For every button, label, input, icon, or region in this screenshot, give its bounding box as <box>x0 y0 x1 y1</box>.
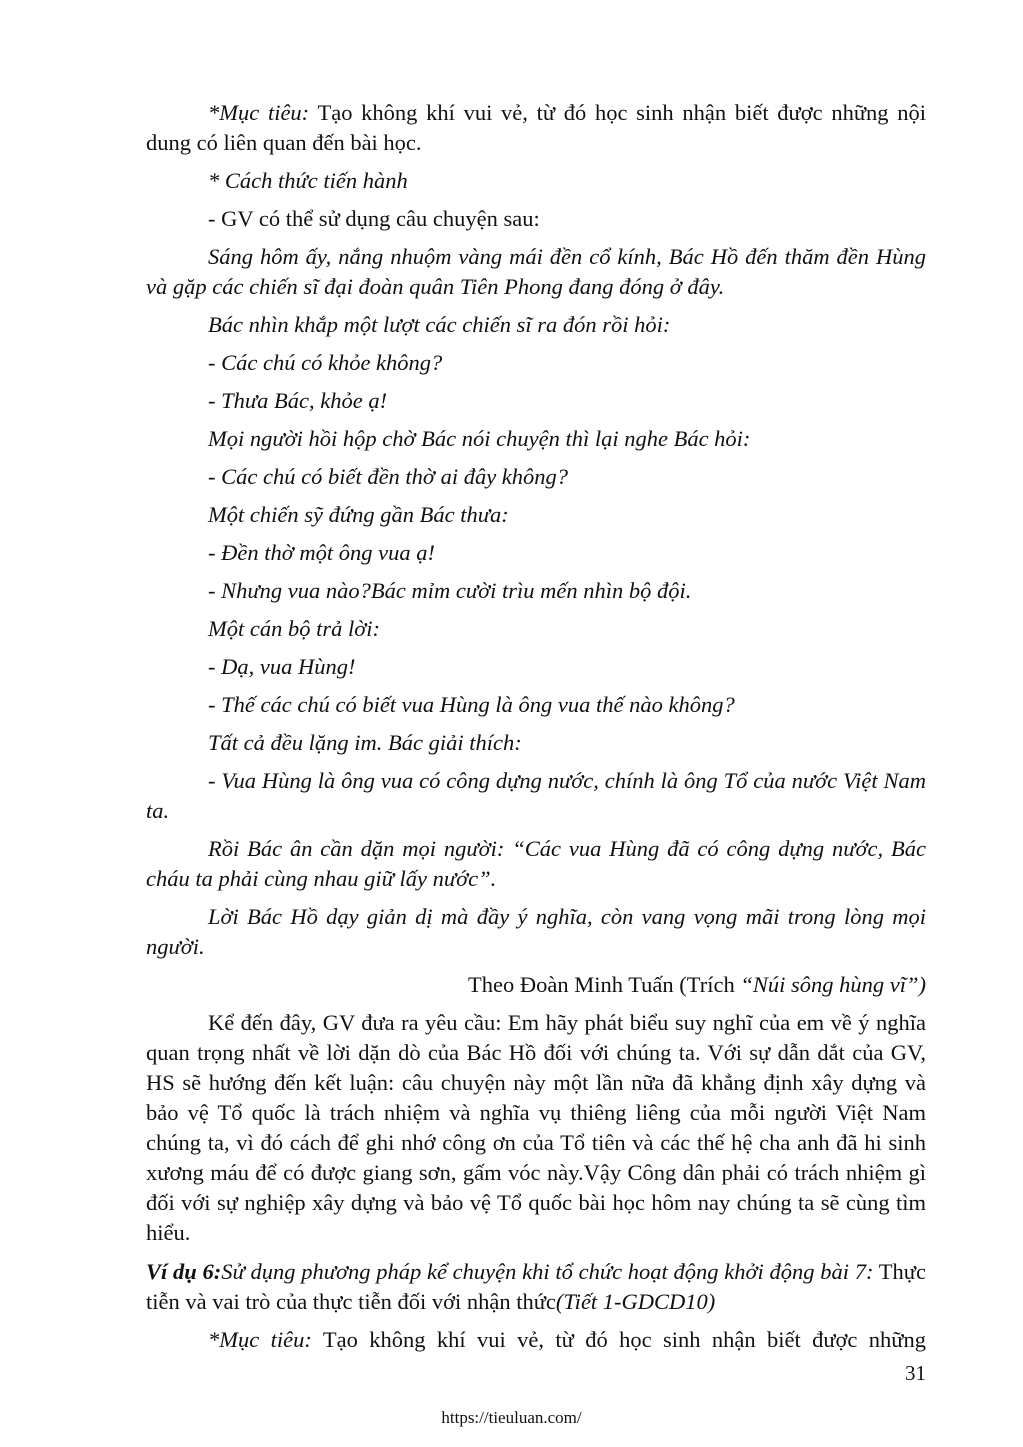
example-6-italic: Sử dụng phương pháp kể chuyện khi tổ chức hoạt động khởi động bài 7: <box>221 1259 874 1284</box>
procedure-heading: * Cách thức tiến hành <box>208 168 408 193</box>
story-line: Bác nhìn khắp một lượt các chiến sĩ ra đón rồi hỏi: <box>208 312 671 337</box>
story-intro: - GV có thể sử dụng câu chuyện sau: <box>208 206 540 231</box>
story-line: - Dạ, vua Hùng! <box>208 654 356 679</box>
document-page <box>146 98 926 1355</box>
story-line: - Thưa Bác, khỏe ạ! <box>208 388 388 413</box>
objective-paragraph <box>146 98 926 158</box>
story-line: - Nhưng vua nào?Bác mỉm cười trìu mến nhìn bộ đội. <box>208 578 692 603</box>
story-line: - Vua Hùng là ông vua có công dựng nước, chính là ông Tổ của nước Việt Nam ta. <box>146 768 926 823</box>
page-number: 31 <box>905 1361 926 1385</box>
story-line: Tất cả đều lặng im. Bác giải thích: <box>208 730 522 755</box>
story-line: Một cán bộ trả lời: <box>208 616 380 641</box>
objective-label: *Mục tiêu: <box>208 100 310 125</box>
story-line: Rồi Bác ân cần dặn mọi người: “Các vua Hùng đã có công dựng nước, Bác cháu ta phải cùng nhau giữ lấy nước”. <box>146 836 926 891</box>
objective-paragraph-2 <box>146 1325 926 1355</box>
objective-text-2: Tạo không khí vui vẻ, từ đó học sinh nhận biết được những <box>311 1327 926 1352</box>
footer-url: https://tieuluan.com/ <box>441 1408 582 1427</box>
objective-text: Tạo không khí vui vẻ, từ đó học sinh nhận biết được những nội dung có liên quan đến bài học. <box>146 100 926 155</box>
example-6-plain: Thực tiễn và vai trò của thực tiễn đối với nhận thức <box>146 1259 926 1314</box>
conclusion-paragraph: Kể đến đây, GV đưa ra yêu cầu: Em hãy phát biểu suy nghĩ của em về ý nghĩa quan trọng nhất về lời dặn dò của Bác Hồ đối với chúng ta. Với sự dẫn dắt của GV, HS sẽ hướng đến kết luận: câu chuyện này một lần nữa đã khẳng định xây dựng và bảo vệ Tổ quốc là trách nhiệm và nghĩa vụ thiêng liêng của mỗi người Việt Nam chúng ta, vì đó cách để ghi nhớ công ơn của Tổ tiên và các thế hệ cha anh đã hi sinh xương máu để có được giang sơn, gấm vóc này.Vậy Công dân phải có trách nhiệm gì đối với sự nghiệp xây dựng và bảo vệ Tổ quốc bài học hôm nay chúng ta sẽ cùng tìm hiểu. <box>146 1010 926 1245</box>
story-line: Sáng hôm ấy, nắng nhuộm vàng mái đền cổ kính, Bác Hồ đến thăm đền Hùng và gặp các chiến sĩ đại đoàn quân Tiên Phong đang đóng ở đây. <box>146 244 926 299</box>
story-line: Lời Bác Hồ dạy giản dị mà đầy ý nghĩa, còn vang vọng mãi trong lòng mọi người. <box>146 904 926 959</box>
story-line: - Đền thờ một ông vua ạ! <box>208 540 435 565</box>
example-6-tail: (Tiết 1-GDCD10) <box>555 1289 716 1314</box>
story-line: Mọi người hồi hộp chờ Bác nói chuyện thì lại nghe Bác hỏi: <box>208 426 751 451</box>
example-6-heading <box>146 1257 926 1317</box>
story-line: - Các chú có khỏe không? <box>208 350 443 375</box>
story-source <box>146 970 926 1000</box>
objective-label-2: *Mục tiêu: <box>208 1327 312 1352</box>
example-6-label: Ví dụ 6: <box>146 1259 222 1284</box>
story-line: - Thế các chú có biết vua Hùng là ông vua thế nào không? <box>208 692 735 717</box>
source-prefix: Theo Đoàn Minh Tuấn (Trích <box>468 972 741 997</box>
story-line: Một chiến sỹ đứng gần Bác thưa: <box>208 502 509 527</box>
story-line: - Các chú có biết đền thờ ai đây không? <box>208 464 569 489</box>
source-title: “Núi sông hùng vĩ”) <box>740 972 926 997</box>
